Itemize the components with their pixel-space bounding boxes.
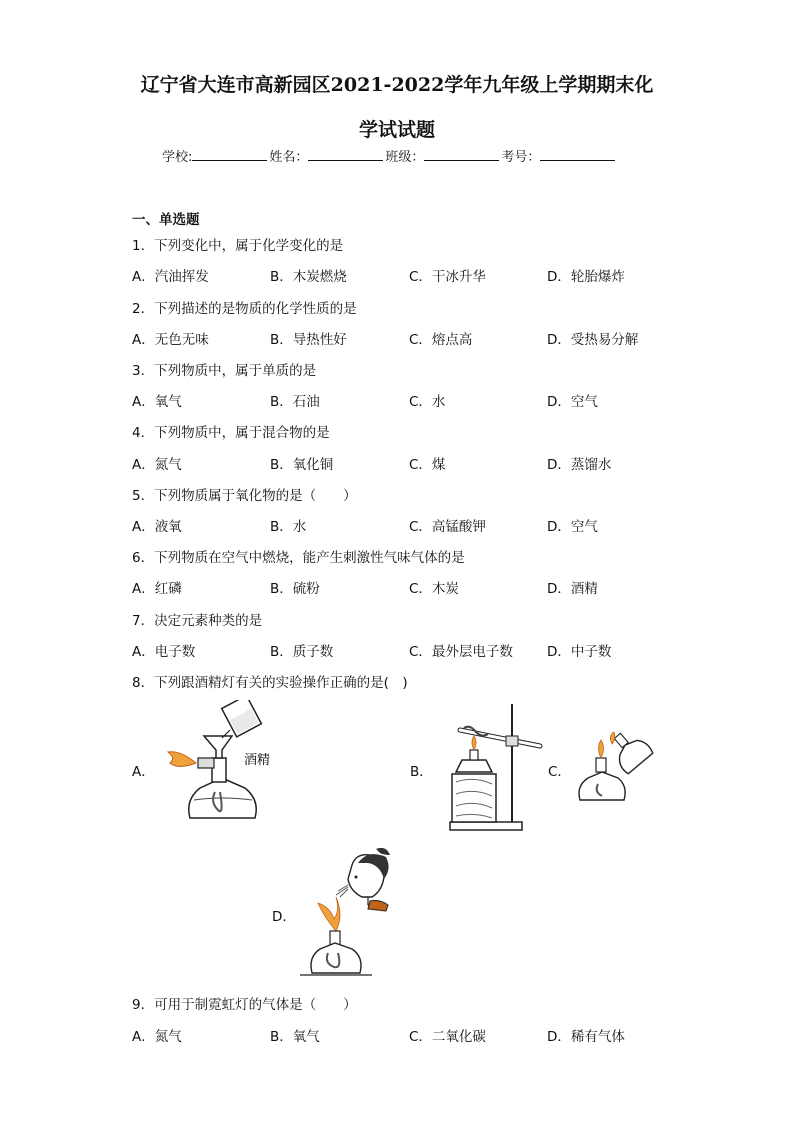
figure-label-c: C． xyxy=(548,764,571,780)
option-a: A．红磷 xyxy=(132,581,182,597)
class-label: 班级： xyxy=(385,150,425,165)
question-4-stem: 4．下列物质中，属于混合物的是 xyxy=(132,425,330,441)
school-blank xyxy=(192,148,267,161)
option-a: A．液氧 xyxy=(132,519,182,535)
exam-title-line2: 学试试题 xyxy=(358,119,435,141)
figure-label-a: A． xyxy=(132,764,155,780)
question-8-stem: 8．下列跟酒精灯有关的实验操作正确的是( ) xyxy=(132,675,408,691)
exam-no-label: 考号： xyxy=(501,150,541,165)
option-c: C．干冰升华 xyxy=(409,269,486,285)
question-9-options xyxy=(132,1025,692,1045)
option-b: B．氧化铜 xyxy=(270,457,334,473)
option-c: C．水 xyxy=(409,394,446,410)
figure-label-b: B． xyxy=(410,764,433,780)
option-d: D．中子数 xyxy=(547,644,612,660)
question-2-options xyxy=(132,328,692,348)
question-3-stem: 3．下列物质中，属于单质的是 xyxy=(132,363,317,379)
figure-b-heating-test-tube-on-stand xyxy=(440,700,550,835)
question-5-options xyxy=(132,515,692,535)
option-c: C．高锰酸钾 xyxy=(409,519,486,535)
question-1-options xyxy=(132,265,692,285)
option-c: C．煤 xyxy=(409,457,446,473)
school-label: 学校: xyxy=(162,150,193,165)
class-blank xyxy=(424,148,499,161)
option-b: B．质子数 xyxy=(270,644,334,660)
option-d: D．受热易分解 xyxy=(547,332,639,348)
option-b: B．硫粉 xyxy=(270,581,320,597)
figure-d-blowing-out-lamp xyxy=(296,845,396,980)
name-label: 姓名： xyxy=(269,150,309,165)
section-title: 一、单选题 xyxy=(132,212,200,228)
option-c: C．木炭 xyxy=(409,581,459,597)
option-d: D．空气 xyxy=(547,394,598,410)
question-2-stem: 2．下列描述的是物质的化学性质的是 xyxy=(132,301,357,317)
option-a: A．无色无味 xyxy=(132,332,209,348)
option-a: A．电子数 xyxy=(132,644,196,660)
figure-c-lighting-lamp-with-another-lamp xyxy=(572,722,662,807)
option-b: B．木炭燃烧 xyxy=(270,269,347,285)
figure-a-label-alcohol: 酒精 xyxy=(244,753,271,768)
option-c: C．二氧化碳 xyxy=(409,1029,486,1045)
option-d: D．酒精 xyxy=(547,581,598,597)
question-7-stem: 7．决定元素种类的是 xyxy=(132,613,263,629)
question-6-stem: 6．下列物质在空气中燃烧，能产生刺激性气味气体的是 xyxy=(132,550,465,566)
option-b: B．水 xyxy=(270,519,307,535)
option-d: D．稀有气体 xyxy=(547,1029,625,1045)
question-3-options xyxy=(132,390,692,410)
option-b: B．氧气 xyxy=(270,1029,320,1045)
question-7-options xyxy=(132,640,692,660)
option-a: A．汽油挥发 xyxy=(132,269,209,285)
question-4-options xyxy=(132,453,692,473)
option-d: D．轮胎爆炸 xyxy=(547,269,625,285)
question-5-stem: 5．下列物质属于氧化物的是（ ） xyxy=(132,488,357,504)
option-c: C．熔点高 xyxy=(409,332,473,348)
figure-label-d: D． xyxy=(272,909,296,925)
figure-a-adding-alcohol-to-lit-lamp xyxy=(160,700,290,825)
option-b: B．导热性好 xyxy=(270,332,347,348)
option-a: A．氮气 xyxy=(132,1029,182,1045)
option-d: D．蒸馏水 xyxy=(547,457,612,473)
option-d: D．空气 xyxy=(547,519,598,535)
question-1-stem: 1．下列变化中，属于化学变化的是 xyxy=(132,238,344,254)
exam-no-blank xyxy=(540,148,615,161)
option-a: A．氮气 xyxy=(132,457,182,473)
option-b: B．石油 xyxy=(270,394,320,410)
option-a: A．氧气 xyxy=(132,394,182,410)
question-6-options xyxy=(132,577,692,597)
question-9-stem: 9．可用于制霓虹灯的气体是（ ） xyxy=(132,997,357,1013)
option-c: C．最外层电子数 xyxy=(409,644,513,660)
student-info-line xyxy=(162,146,617,165)
name-blank xyxy=(308,148,383,161)
exam-title-line1: 辽宁省大连市高新园区2021-2022学年九年级上学期期末化 xyxy=(140,74,654,96)
